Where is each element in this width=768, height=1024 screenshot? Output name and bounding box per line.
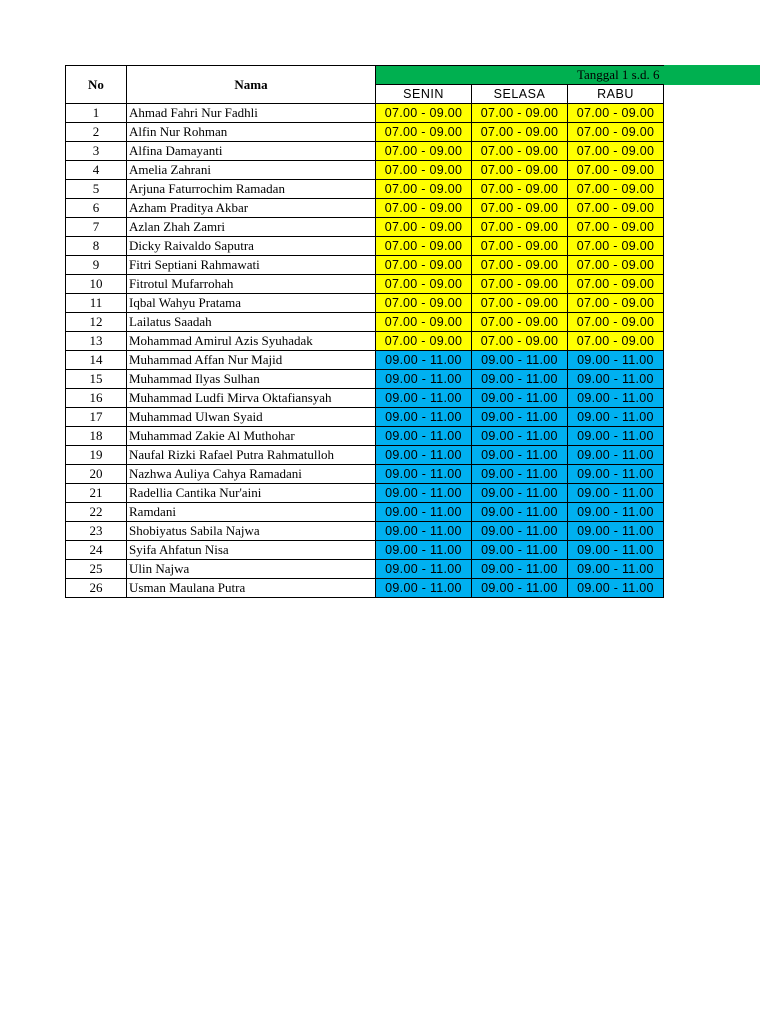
row-slot-senin: 07.00 - 09.00 — [376, 142, 472, 161]
row-slot-rabu: 09.00 - 11.00 — [568, 522, 664, 541]
table-row — [66, 237, 664, 256]
row-slot-selasa: 09.00 - 11.00 — [472, 465, 568, 484]
row-slot-rabu: 07.00 - 09.00 — [568, 123, 664, 142]
row-nama: Iqbal Wahyu Pratama — [127, 294, 376, 313]
row-slot-rabu: 07.00 - 09.00 — [568, 294, 664, 313]
row-nama: Ulin Najwa — [127, 560, 376, 579]
row-slot-senin: 07.00 - 09.00 — [376, 180, 472, 199]
row-no: 1 — [66, 104, 127, 123]
row-slot-senin: 07.00 - 09.00 — [376, 294, 472, 313]
row-nama: Shobiyatus Sabila Najwa — [127, 522, 376, 541]
row-nama: Syifa Ahfatun Nisa — [127, 541, 376, 560]
row-no: 2 — [66, 123, 127, 142]
row-slot-selasa: 07.00 - 09.00 — [472, 104, 568, 123]
table-row — [66, 427, 664, 446]
row-slot-selasa: 07.00 - 09.00 — [472, 294, 568, 313]
header-day-senin: SENIN — [376, 85, 472, 104]
row-no: 10 — [66, 275, 127, 294]
schedule-sheet — [65, 65, 664, 598]
row-slot-selasa: 09.00 - 11.00 — [472, 351, 568, 370]
row-slot-senin: 07.00 - 09.00 — [376, 332, 472, 351]
row-slot-selasa: 09.00 - 11.00 — [472, 446, 568, 465]
row-slot-senin: 09.00 - 11.00 — [376, 484, 472, 503]
row-slot-senin: 09.00 - 11.00 — [376, 522, 472, 541]
row-slot-rabu: 07.00 - 09.00 — [568, 313, 664, 332]
header-no: No — [66, 66, 127, 104]
row-slot-rabu: 07.00 - 09.00 — [568, 218, 664, 237]
row-nama: Nazhwa Auliya Cahya Ramadani — [127, 465, 376, 484]
table-row — [66, 199, 664, 218]
row-slot-senin: 07.00 - 09.00 — [376, 199, 472, 218]
row-nama: Azham Praditya Akbar — [127, 199, 376, 218]
row-slot-rabu: 09.00 - 11.00 — [568, 541, 664, 560]
row-slot-rabu: 07.00 - 09.00 — [568, 199, 664, 218]
row-slot-senin: 09.00 - 11.00 — [376, 370, 472, 389]
header-nama: Nama — [127, 66, 376, 104]
row-nama: Ramdani — [127, 503, 376, 522]
row-slot-selasa: 09.00 - 11.00 — [472, 370, 568, 389]
table-row — [66, 389, 664, 408]
row-slot-selasa: 07.00 - 09.00 — [472, 332, 568, 351]
row-no: 23 — [66, 522, 127, 541]
row-slot-senin: 07.00 - 09.00 — [376, 313, 472, 332]
table-row — [66, 218, 664, 237]
row-slot-selasa: 07.00 - 09.00 — [472, 237, 568, 256]
row-no: 4 — [66, 161, 127, 180]
row-slot-senin: 07.00 - 09.00 — [376, 256, 472, 275]
row-no: 3 — [66, 142, 127, 161]
table-row — [66, 541, 664, 560]
row-slot-rabu: 09.00 - 11.00 — [568, 370, 664, 389]
row-slot-rabu: 07.00 - 09.00 — [568, 180, 664, 199]
row-slot-rabu: 09.00 - 11.00 — [568, 427, 664, 446]
row-slot-selasa: 07.00 - 09.00 — [472, 313, 568, 332]
row-slot-senin: 09.00 - 11.00 — [376, 427, 472, 446]
table-row — [66, 370, 664, 389]
row-slot-rabu: 09.00 - 11.00 — [568, 503, 664, 522]
row-slot-rabu: 09.00 - 11.00 — [568, 351, 664, 370]
row-slot-senin: 09.00 - 11.00 — [376, 351, 472, 370]
table-row — [66, 332, 664, 351]
row-slot-selasa: 09.00 - 11.00 — [472, 522, 568, 541]
row-slot-rabu: 09.00 - 11.00 — [568, 389, 664, 408]
row-nama: Muhammad Zakie Al Muthohar — [127, 427, 376, 446]
schedule-table — [65, 65, 664, 598]
row-slot-senin: 09.00 - 11.00 — [376, 389, 472, 408]
table-row — [66, 123, 664, 142]
row-slot-rabu: 09.00 - 11.00 — [568, 560, 664, 579]
row-slot-rabu: 07.00 - 09.00 — [568, 237, 664, 256]
row-no: 22 — [66, 503, 127, 522]
table-row — [66, 522, 664, 541]
row-no: 15 — [66, 370, 127, 389]
header-tanggal-label: Tanggal 1 s.d. 6 — [577, 67, 660, 82]
row-nama: Naufal Rizki Rafael Putra Rahmatulloh — [127, 446, 376, 465]
row-slot-senin: 09.00 - 11.00 — [376, 446, 472, 465]
row-no: 24 — [66, 541, 127, 560]
row-no: 25 — [66, 560, 127, 579]
row-slot-senin: 09.00 - 11.00 — [376, 503, 472, 522]
row-nama: Arjuna Faturrochim Ramadan — [127, 180, 376, 199]
header-tanggal — [376, 66, 664, 85]
row-no: 14 — [66, 351, 127, 370]
row-slot-selasa: 09.00 - 11.00 — [472, 541, 568, 560]
row-no: 7 — [66, 218, 127, 237]
row-slot-selasa: 09.00 - 11.00 — [472, 389, 568, 408]
table-row — [66, 104, 664, 123]
row-slot-selasa: 07.00 - 09.00 — [472, 218, 568, 237]
row-nama: Muhammad Ulwan Syaid — [127, 408, 376, 427]
row-nama: Ahmad Fahri Nur Fadhli — [127, 104, 376, 123]
row-no: 11 — [66, 294, 127, 313]
table-row — [66, 408, 664, 427]
row-slot-selasa: 07.00 - 09.00 — [472, 142, 568, 161]
row-nama: Dicky Raivaldo Saputra — [127, 237, 376, 256]
row-nama: Radellia Cantika Nur'aini — [127, 484, 376, 503]
row-no: 5 — [66, 180, 127, 199]
row-no: 20 — [66, 465, 127, 484]
table-row — [66, 560, 664, 579]
table-row — [66, 313, 664, 332]
row-nama: Usman Maulana Putra — [127, 579, 376, 598]
row-slot-senin: 07.00 - 09.00 — [376, 275, 472, 294]
row-slot-selasa: 09.00 - 11.00 — [472, 579, 568, 598]
row-no: 18 — [66, 427, 127, 446]
schedule-rows — [66, 104, 664, 598]
row-slot-selasa: 07.00 - 09.00 — [472, 161, 568, 180]
row-slot-senin: 07.00 - 09.00 — [376, 218, 472, 237]
row-nama: Azlan Zhah Zamri — [127, 218, 376, 237]
header-day-selasa: SELASA — [472, 85, 568, 104]
row-no: 6 — [66, 199, 127, 218]
row-slot-senin: 07.00 - 09.00 — [376, 104, 472, 123]
table-row — [66, 484, 664, 503]
row-slot-selasa: 09.00 - 11.00 — [472, 503, 568, 522]
row-nama: Muhammad Ludfi Mirva Oktafiansyah — [127, 389, 376, 408]
row-slot-senin: 07.00 - 09.00 — [376, 123, 472, 142]
table-row — [66, 351, 664, 370]
row-nama: Fitrotul Mufarrohah — [127, 275, 376, 294]
row-slot-senin: 07.00 - 09.00 — [376, 161, 472, 180]
table-row — [66, 180, 664, 199]
row-slot-selasa: 07.00 - 09.00 — [472, 275, 568, 294]
row-slot-senin: 09.00 - 11.00 — [376, 408, 472, 427]
row-slot-rabu: 09.00 - 11.00 — [568, 446, 664, 465]
row-no: 12 — [66, 313, 127, 332]
table-row — [66, 161, 664, 180]
row-slot-rabu: 09.00 - 11.00 — [568, 465, 664, 484]
row-slot-rabu: 09.00 - 11.00 — [568, 579, 664, 598]
row-slot-selasa: 09.00 - 11.00 — [472, 484, 568, 503]
table-row — [66, 446, 664, 465]
row-slot-senin: 09.00 - 11.00 — [376, 465, 472, 484]
table-row — [66, 256, 664, 275]
row-slot-rabu: 07.00 - 09.00 — [568, 275, 664, 294]
row-nama: Muhammad Affan Nur Majid — [127, 351, 376, 370]
row-slot-rabu: 09.00 - 11.00 — [568, 408, 664, 427]
row-no: 9 — [66, 256, 127, 275]
row-slot-rabu: 07.00 - 09.00 — [568, 256, 664, 275]
row-nama: Alfin Nur Rohman — [127, 123, 376, 142]
row-nama: Mohammad Amirul Azis Syuhadak — [127, 332, 376, 351]
table-row — [66, 465, 664, 484]
table-row — [66, 579, 664, 598]
row-nama: Muhammad Ilyas Sulhan — [127, 370, 376, 389]
row-slot-rabu: 07.00 - 09.00 — [568, 142, 664, 161]
row-slot-rabu: 09.00 - 11.00 — [568, 484, 664, 503]
row-slot-rabu: 07.00 - 09.00 — [568, 332, 664, 351]
row-slot-senin: 07.00 - 09.00 — [376, 237, 472, 256]
row-slot-selasa: 07.00 - 09.00 — [472, 199, 568, 218]
row-nama: Lailatus Saadah — [127, 313, 376, 332]
row-no: 21 — [66, 484, 127, 503]
header-day-rabu: RABU — [568, 85, 664, 104]
row-slot-selasa: 09.00 - 11.00 — [472, 408, 568, 427]
row-slot-rabu: 07.00 - 09.00 — [568, 104, 664, 123]
row-slot-selasa: 09.00 - 11.00 — [472, 427, 568, 446]
table-row — [66, 503, 664, 522]
row-no: 8 — [66, 237, 127, 256]
row-no: 19 — [66, 446, 127, 465]
table-row — [66, 294, 664, 313]
row-slot-senin: 09.00 - 11.00 — [376, 579, 472, 598]
row-slot-selasa: 07.00 - 09.00 — [472, 256, 568, 275]
row-no: 17 — [66, 408, 127, 427]
row-slot-selasa: 07.00 - 09.00 — [472, 180, 568, 199]
row-nama: Alfina Damayanti — [127, 142, 376, 161]
table-row — [66, 275, 664, 294]
row-nama: Fitri Septiani Rahmawati — [127, 256, 376, 275]
row-slot-selasa: 09.00 - 11.00 — [472, 560, 568, 579]
row-slot-senin: 09.00 - 11.00 — [376, 541, 472, 560]
table-row — [66, 142, 664, 161]
row-no: 13 — [66, 332, 127, 351]
row-slot-selasa: 07.00 - 09.00 — [472, 123, 568, 142]
row-no: 26 — [66, 579, 127, 598]
row-nama: Amelia Zahrani — [127, 161, 376, 180]
row-no: 16 — [66, 389, 127, 408]
header-green-overflow — [663, 65, 760, 85]
row-slot-senin: 09.00 - 11.00 — [376, 560, 472, 579]
row-slot-rabu: 07.00 - 09.00 — [568, 161, 664, 180]
